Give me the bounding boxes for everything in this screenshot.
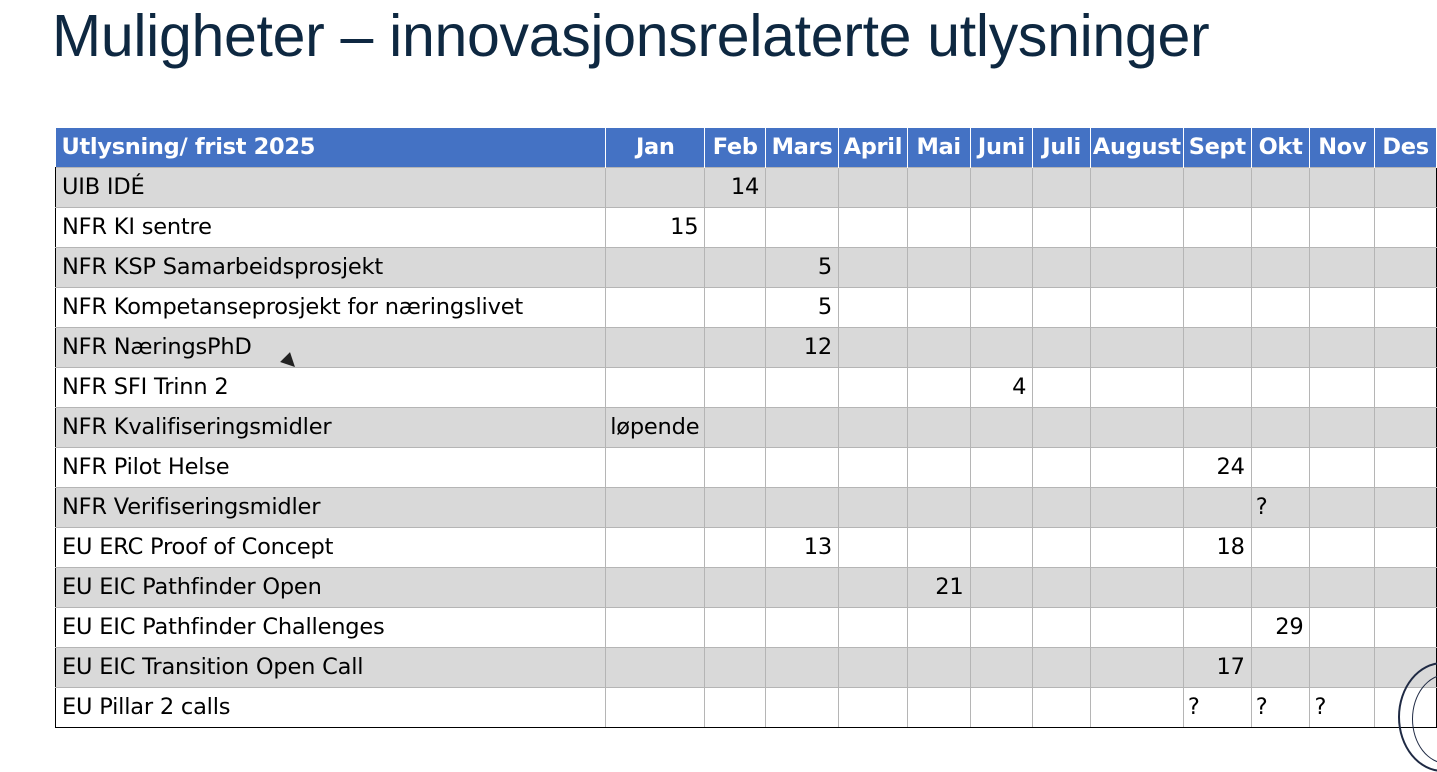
empty-cell: [907, 607, 970, 647]
call-name: NFR Verifiseringsmidler: [56, 487, 606, 527]
deadline-cell: ?: [1251, 487, 1310, 527]
call-name: EU ERC Proof of Concept: [56, 527, 606, 567]
empty-cell: [1251, 247, 1310, 287]
deadline-cell: 14: [705, 167, 766, 207]
empty-cell: [838, 207, 907, 247]
empty-cell: [1033, 527, 1091, 567]
empty-cell: [1090, 687, 1183, 727]
empty-cell: [907, 207, 970, 247]
empty-cell: [907, 287, 970, 327]
empty-cell: [970, 607, 1033, 647]
empty-cell: [1251, 367, 1310, 407]
empty-cell: [766, 567, 839, 607]
empty-cell: [838, 567, 907, 607]
table-row: [56, 167, 1437, 207]
empty-cell: [1310, 287, 1375, 327]
empty-cell: [1183, 327, 1251, 367]
empty-cell: [1310, 487, 1375, 527]
header-month-mars: Mars: [766, 128, 839, 167]
call-name: NFR KI sentre: [56, 207, 606, 247]
empty-cell: [1310, 607, 1375, 647]
empty-cell: [1310, 647, 1375, 687]
call-name: EU Pillar 2 calls: [56, 687, 606, 727]
empty-cell: [1033, 407, 1091, 447]
empty-cell: [606, 567, 705, 607]
header-call-column: Utlysning/ frist 2025: [56, 128, 606, 167]
empty-cell: [970, 287, 1033, 327]
empty-cell: [1183, 167, 1251, 207]
deadline-cell: ?: [1310, 687, 1375, 727]
deadline-cell: 5: [766, 247, 839, 287]
call-name: EU EIC Transition Open Call: [56, 647, 606, 687]
empty-cell: [1183, 367, 1251, 407]
empty-cell: [838, 327, 907, 367]
empty-cell: [1375, 407, 1437, 447]
empty-cell: [766, 367, 839, 407]
empty-cell: [606, 687, 705, 727]
empty-cell: [705, 207, 766, 247]
empty-cell: [907, 687, 970, 727]
deadline-cell: 17: [1183, 647, 1251, 687]
empty-cell: [1183, 607, 1251, 647]
table-row: [56, 527, 1437, 567]
empty-cell: [1251, 447, 1310, 487]
empty-cell: [1090, 247, 1183, 287]
empty-cell: [970, 687, 1033, 727]
call-name: EU EIC Pathfinder Challenges: [56, 607, 606, 647]
empty-cell: [705, 487, 766, 527]
empty-cell: [1375, 487, 1437, 527]
empty-cell: [907, 247, 970, 287]
deadline-cell: 18: [1183, 527, 1251, 567]
table-row: [56, 287, 1437, 327]
table-row: [56, 687, 1437, 727]
empty-cell: [705, 407, 766, 447]
empty-cell: [1090, 527, 1183, 567]
header-month-okt: Okt: [1251, 128, 1310, 167]
empty-cell: [1251, 407, 1310, 447]
call-name: NFR SFI Trinn 2: [56, 367, 606, 407]
deadline-cell: 4: [970, 367, 1033, 407]
empty-cell: [1310, 447, 1375, 487]
empty-cell: [1183, 287, 1251, 327]
empty-cell: [970, 207, 1033, 247]
empty-cell: [907, 487, 970, 527]
empty-cell: [1033, 327, 1091, 367]
empty-cell: [1375, 367, 1437, 407]
empty-cell: [1090, 207, 1183, 247]
call-name: NFR Pilot Helse: [56, 447, 606, 487]
header-month-juli: Juli: [1033, 128, 1091, 167]
deadline-cell: 21: [907, 567, 970, 607]
empty-cell: [1375, 287, 1437, 327]
empty-cell: [705, 607, 766, 647]
header-month-mai: Mai: [907, 128, 970, 167]
empty-cell: [1090, 287, 1183, 327]
empty-cell: [1375, 527, 1437, 567]
header-month-nov: Nov: [1310, 128, 1375, 167]
empty-cell: [1183, 247, 1251, 287]
empty-cell: [606, 527, 705, 567]
empty-cell: [1310, 367, 1375, 407]
empty-cell: [907, 367, 970, 407]
empty-cell: [606, 487, 705, 527]
empty-cell: [970, 527, 1033, 567]
empty-cell: [606, 167, 705, 207]
empty-cell: [1375, 567, 1437, 607]
empty-cell: [1090, 647, 1183, 687]
empty-cell: [1375, 167, 1437, 207]
empty-cell: [838, 287, 907, 327]
empty-cell: [970, 327, 1033, 367]
empty-cell: [766, 407, 839, 447]
empty-cell: [1090, 327, 1183, 367]
table-row: [56, 407, 1437, 447]
empty-cell: [907, 167, 970, 207]
empty-cell: [705, 367, 766, 407]
call-name: UIB IDÉ: [56, 167, 606, 207]
empty-cell: [970, 447, 1033, 487]
call-name: NFR NæringsPhD: [56, 327, 606, 367]
deadline-cell: ?: [1183, 687, 1251, 727]
empty-cell: [606, 287, 705, 327]
empty-cell: [1033, 167, 1091, 207]
table-row: [56, 207, 1437, 247]
deadline-cell: løpende: [606, 407, 705, 447]
empty-cell: [1310, 567, 1375, 607]
header-month-april: April: [838, 128, 907, 167]
empty-cell: [1251, 167, 1310, 207]
call-name: NFR Kompetanseprosjekt for næringslivet: [56, 287, 606, 327]
header-month-feb: Feb: [705, 128, 766, 167]
empty-cell: [838, 647, 907, 687]
empty-cell: [1090, 447, 1183, 487]
table-row: [56, 567, 1437, 607]
table-row: [56, 607, 1437, 647]
empty-cell: [766, 607, 839, 647]
empty-cell: [1310, 247, 1375, 287]
empty-cell: [705, 647, 766, 687]
empty-cell: [1251, 567, 1310, 607]
empty-cell: [838, 527, 907, 567]
empty-cell: [838, 447, 907, 487]
empty-cell: [838, 407, 907, 447]
empty-cell: [838, 607, 907, 647]
slide-title: Muligheter – innovasjonsrelaterte utlysninger: [52, 3, 1210, 69]
empty-cell: [1033, 567, 1091, 607]
empty-cell: [1090, 567, 1183, 607]
empty-cell: [970, 247, 1033, 287]
empty-cell: [606, 607, 705, 647]
empty-cell: [705, 567, 766, 607]
empty-cell: [907, 647, 970, 687]
empty-cell: [766, 687, 839, 727]
empty-cell: [1375, 327, 1437, 367]
deadline-cell: 12: [766, 327, 839, 367]
empty-cell: [606, 247, 705, 287]
empty-cell: [1310, 407, 1375, 447]
empty-cell: [705, 687, 766, 727]
empty-cell: [1251, 327, 1310, 367]
table-row: [56, 447, 1437, 487]
deadline-cell: 5: [766, 287, 839, 327]
table-row: [56, 247, 1437, 287]
empty-cell: [970, 407, 1033, 447]
empty-cell: [1251, 287, 1310, 327]
empty-cell: [1375, 447, 1437, 487]
empty-cell: [1310, 527, 1375, 567]
deadline-table: [55, 128, 1437, 728]
call-name: NFR Kvalifiseringsmidler: [56, 407, 606, 447]
empty-cell: [1375, 247, 1437, 287]
empty-cell: [838, 247, 907, 287]
header-month-juni: Juni: [970, 128, 1033, 167]
empty-cell: [907, 327, 970, 367]
empty-cell: [1033, 607, 1091, 647]
empty-cell: [1251, 647, 1310, 687]
empty-cell: [766, 447, 839, 487]
empty-cell: [1251, 207, 1310, 247]
deadline-cell: 24: [1183, 447, 1251, 487]
empty-cell: [705, 327, 766, 367]
empty-cell: [705, 287, 766, 327]
empty-cell: [766, 647, 839, 687]
empty-cell: [1183, 407, 1251, 447]
empty-cell: [1033, 487, 1091, 527]
header-month-august: August: [1090, 128, 1183, 167]
call-name: EU EIC Pathfinder Open: [56, 567, 606, 607]
empty-cell: [766, 167, 839, 207]
empty-cell: [705, 527, 766, 567]
empty-cell: [606, 647, 705, 687]
empty-cell: [1310, 207, 1375, 247]
empty-cell: [838, 487, 907, 527]
header-month-des: Des: [1375, 128, 1437, 167]
empty-cell: [1090, 167, 1183, 207]
empty-cell: [1033, 687, 1091, 727]
deadline-cell: 15: [606, 207, 705, 247]
empty-cell: [606, 447, 705, 487]
empty-cell: [606, 367, 705, 407]
empty-cell: [1090, 607, 1183, 647]
table-row: [56, 327, 1437, 367]
empty-cell: [606, 327, 705, 367]
empty-cell: [705, 447, 766, 487]
empty-cell: [970, 647, 1033, 687]
table-header-row: [56, 128, 1437, 167]
empty-cell: [907, 407, 970, 447]
empty-cell: [1183, 567, 1251, 607]
empty-cell: [1251, 527, 1310, 567]
empty-cell: [1033, 447, 1091, 487]
empty-cell: [1375, 607, 1437, 647]
empty-cell: [1090, 407, 1183, 447]
empty-cell: [907, 527, 970, 567]
deadline-cell: 29: [1251, 607, 1310, 647]
table-row: [56, 367, 1437, 407]
empty-cell: [1033, 247, 1091, 287]
call-name: NFR KSP Samarbeidsprosjekt: [56, 247, 606, 287]
empty-cell: [1090, 367, 1183, 407]
empty-cell: [705, 247, 766, 287]
empty-cell: [1090, 487, 1183, 527]
empty-cell: [838, 167, 907, 207]
empty-cell: [1033, 367, 1091, 407]
empty-cell: [838, 367, 907, 407]
empty-cell: [766, 487, 839, 527]
deadline-cell: 13: [766, 527, 839, 567]
table-row: [56, 487, 1437, 527]
header-month-sept: Sept: [1183, 128, 1251, 167]
empty-cell: [766, 207, 839, 247]
empty-cell: [970, 567, 1033, 607]
empty-cell: [838, 687, 907, 727]
empty-cell: [1310, 167, 1375, 207]
empty-cell: [1033, 647, 1091, 687]
header-month-jan: Jan: [606, 128, 705, 167]
empty-cell: [1033, 207, 1091, 247]
table-row: [56, 647, 1437, 687]
deadline-cell: ?: [1251, 687, 1310, 727]
empty-cell: [907, 447, 970, 487]
empty-cell: [1183, 207, 1251, 247]
empty-cell: [1183, 487, 1251, 527]
empty-cell: [1033, 287, 1091, 327]
empty-cell: [1310, 327, 1375, 367]
empty-cell: [970, 487, 1033, 527]
empty-cell: [1375, 207, 1437, 247]
empty-cell: [970, 167, 1033, 207]
